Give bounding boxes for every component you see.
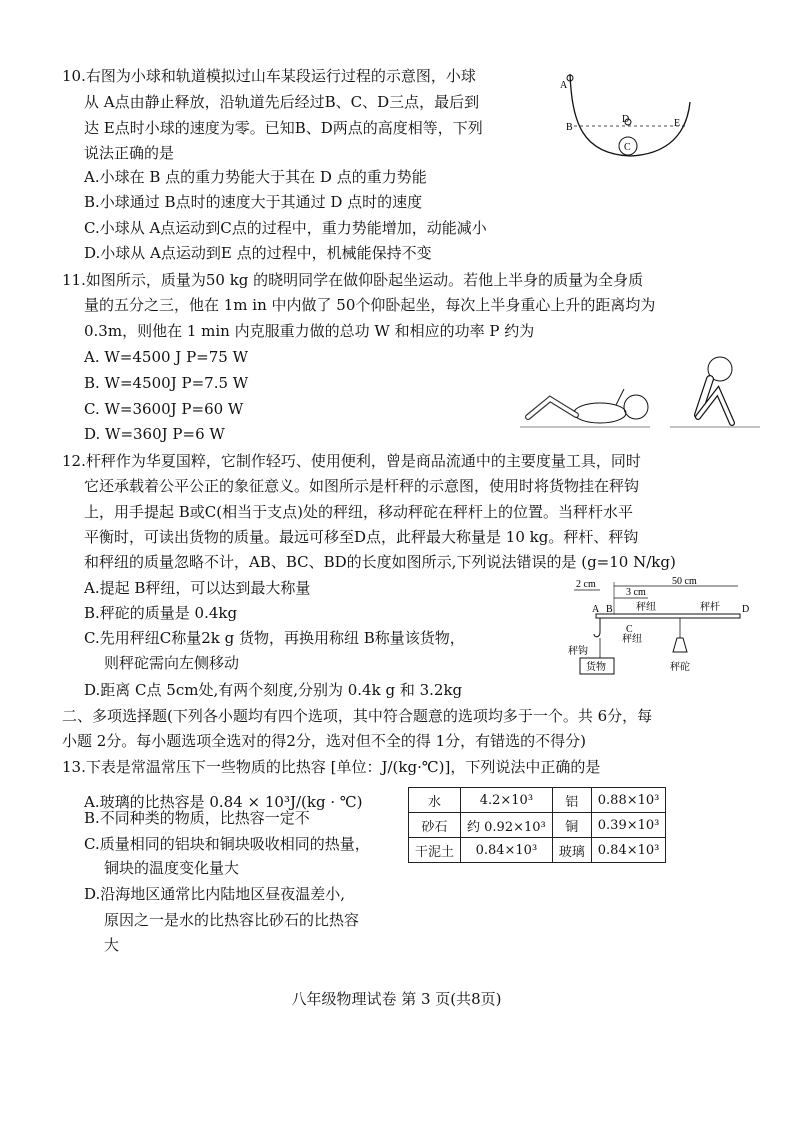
q11-stem-line-1: 11.如图所示，质量为50 kg 的晓明同学在做仰卧起坐运动。若他上半身的质量为全身质 [62, 271, 644, 289]
label-c: C [624, 142, 631, 153]
q12-stem-line-3: 上，用手提起 B或C(相当于支点)处的秤纽，移动秤砣在秤杆上的位置。当秤杆水平 [84, 503, 633, 521]
table-row [409, 813, 666, 838]
table-cell: 铜 [552, 813, 591, 838]
table-cell: 铝 [552, 788, 591, 813]
steelyard-figure [560, 576, 750, 676]
table-cell: 砂石 [409, 813, 461, 838]
q12-option-b: B.秤砣的质量是 0.4kg [84, 604, 238, 622]
q11-stem-line-2: 量的五分之三，他在 1m in 中内做了 50个仰卧起坐，每次上半身重心上升的距离均为 [84, 296, 656, 314]
q11-option-b: B. W=4500J P=7.5 W [84, 374, 249, 392]
page-footer: 八年级物理试卷 第 3 页(共8页) [291, 990, 502, 1008]
q11-stem-line-3: 0.3m，则他在 1 min 内克服重力做的总功 W 和相应的功率 P 约为 [84, 322, 535, 340]
roller-coaster-figure [560, 62, 700, 168]
label-e: E [674, 118, 681, 129]
table-cell: 4.2×10³ [461, 788, 553, 813]
q10-stem-line-2: 从 A点由静止释放，沿轨道先后经过B、C、D三点，最后到 [84, 93, 480, 111]
q10-option-c: C.小球从 A点运动到C点的过程中，重力势能增加，动能减小 [84, 219, 487, 237]
point-a: A [592, 604, 600, 615]
q13-option-a: A.玻璃的比热容是 0.84 × 10³J/(kg · ℃) [84, 793, 363, 811]
q12-stem-line-2: 它还承载着公平公正的象征意义。如图所示是杆秤的示意图，使用时将货物挂在秤钩 [84, 477, 640, 495]
section2-line-1: 二、多项选择题(下列各小题均有四个选项，其中符合题意的选项均多于一个。共 6分，每 [62, 707, 653, 725]
q10-option-d: D.小球从 A点运动到E 点的过程中，机械能保持不变 [84, 244, 432, 262]
q12-stem-line-5: 和秤纽的质量忽略不计，AB、BC、BD的长度如图所示,下列说法错误的是 (g=10 N/kg) [84, 553, 676, 571]
label-b: B [566, 122, 573, 133]
table-cell: 约 0.92×10³ [461, 813, 553, 838]
table-cell: 0.88×10³ [591, 788, 666, 813]
table-cell: 0.84×10³ [591, 838, 666, 863]
dim-bc: 3 cm [626, 587, 646, 598]
q12-option-c: C.先用秤纽C称量2k g 货物，再换用称纽 B称量该货物， [84, 629, 465, 647]
q10-option-b: B.小球通过 B点时的速度大于其通过 D 点时的速度 [84, 193, 423, 211]
q10-option-a: A.小球在 B 点的重力势能大于其在 D 点的重力势能 [84, 168, 427, 186]
specific-heat-table [408, 787, 666, 863]
q12-option-d: D.距离 C点 5cm处,有两个刻度,分别为 0.4k g 和 3.2kg [84, 681, 463, 699]
q13-option-b: B.不同种类的物质，比热容一定不 [84, 809, 310, 827]
point-b: B [606, 604, 613, 615]
q12-stem-line-4: 平衡时，可读出货物的质量。最远可移至D点，此秤最大称量是 10 kg。秤杆、秤钩 [84, 528, 639, 546]
q10-stem-line-3: 达 E点时小球的速度为零。已知B、D两点的高度相等，下列 [84, 119, 483, 137]
q12-option-c-cont: 则秤砣需向左侧移动 [104, 654, 240, 672]
table-row [409, 788, 666, 813]
q12-stem-line-1: 12.杆秤作为华夏国粹，它制作轻巧、使用便利，曾是商品流通中的主要度量工具，同时 [62, 452, 641, 470]
label-gan: 秤杆 [700, 602, 720, 613]
q10-stem-line-1: 10.右图为小球和轨道模拟过山车某段运行过程的示意图，小球 [62, 67, 476, 85]
q13-option-c-cont: 铜块的温度变化量大 [104, 859, 240, 877]
q13-option-d: D.沿海地区通常比内陆地区昼夜温差小, [84, 885, 346, 903]
dim-bd: 50 cm [672, 576, 697, 587]
table-cell: 0.84×10³ [461, 838, 553, 863]
q13-stem: 13.下表是常温常压下一些物质的比热容 [单位：J/(kg·℃)]，下列说法中正确的是 [62, 758, 601, 776]
situp-figure [520, 355, 760, 445]
q13-option-c: C.质量相同的铝块和铜块吸收相同的热量， [84, 835, 370, 853]
q12-option-a: A.提起 B秤纽，可以达到最大称量 [84, 579, 311, 597]
label-d: D [622, 114, 630, 125]
q13-option-d-cont-1: 原因之一是水的比热容比砂石的比热容 [104, 911, 360, 929]
point-d: D [742, 604, 750, 615]
label-gou: 秤钩 [568, 646, 588, 657]
table-cell: 干泥土 [409, 838, 461, 863]
table-row [409, 838, 666, 863]
q11-option-d: D. W=360J P=6 W [84, 425, 225, 443]
q13-option-d-cont-2: 大 [104, 936, 120, 954]
label-niu-top: 秤纽 [636, 602, 656, 613]
q11-option-c: C. W=3600J P=60 W [84, 400, 244, 418]
q10-stem-line-4: 说法正确的是 [84, 144, 175, 162]
table-cell: 水 [409, 788, 461, 813]
table-cell: 玻璃 [552, 838, 591, 863]
label-tuo: 秤砣 [670, 662, 690, 673]
q11-option-a: A. W=4500 J P=75 W [84, 348, 249, 366]
table-cell: 0.39×10³ [591, 813, 666, 838]
section2-line-2: 小题 2分。每小题选项全选对的得2分，选对但不全的得 1分，有错选的不得分) [62, 732, 587, 750]
label-niu-bottom: 秤纽 [622, 634, 642, 645]
label-huo: 货物 [586, 662, 606, 673]
dim-ab: 2 cm [576, 579, 596, 590]
point-c: C [626, 624, 633, 635]
label-a: A [560, 80, 568, 91]
